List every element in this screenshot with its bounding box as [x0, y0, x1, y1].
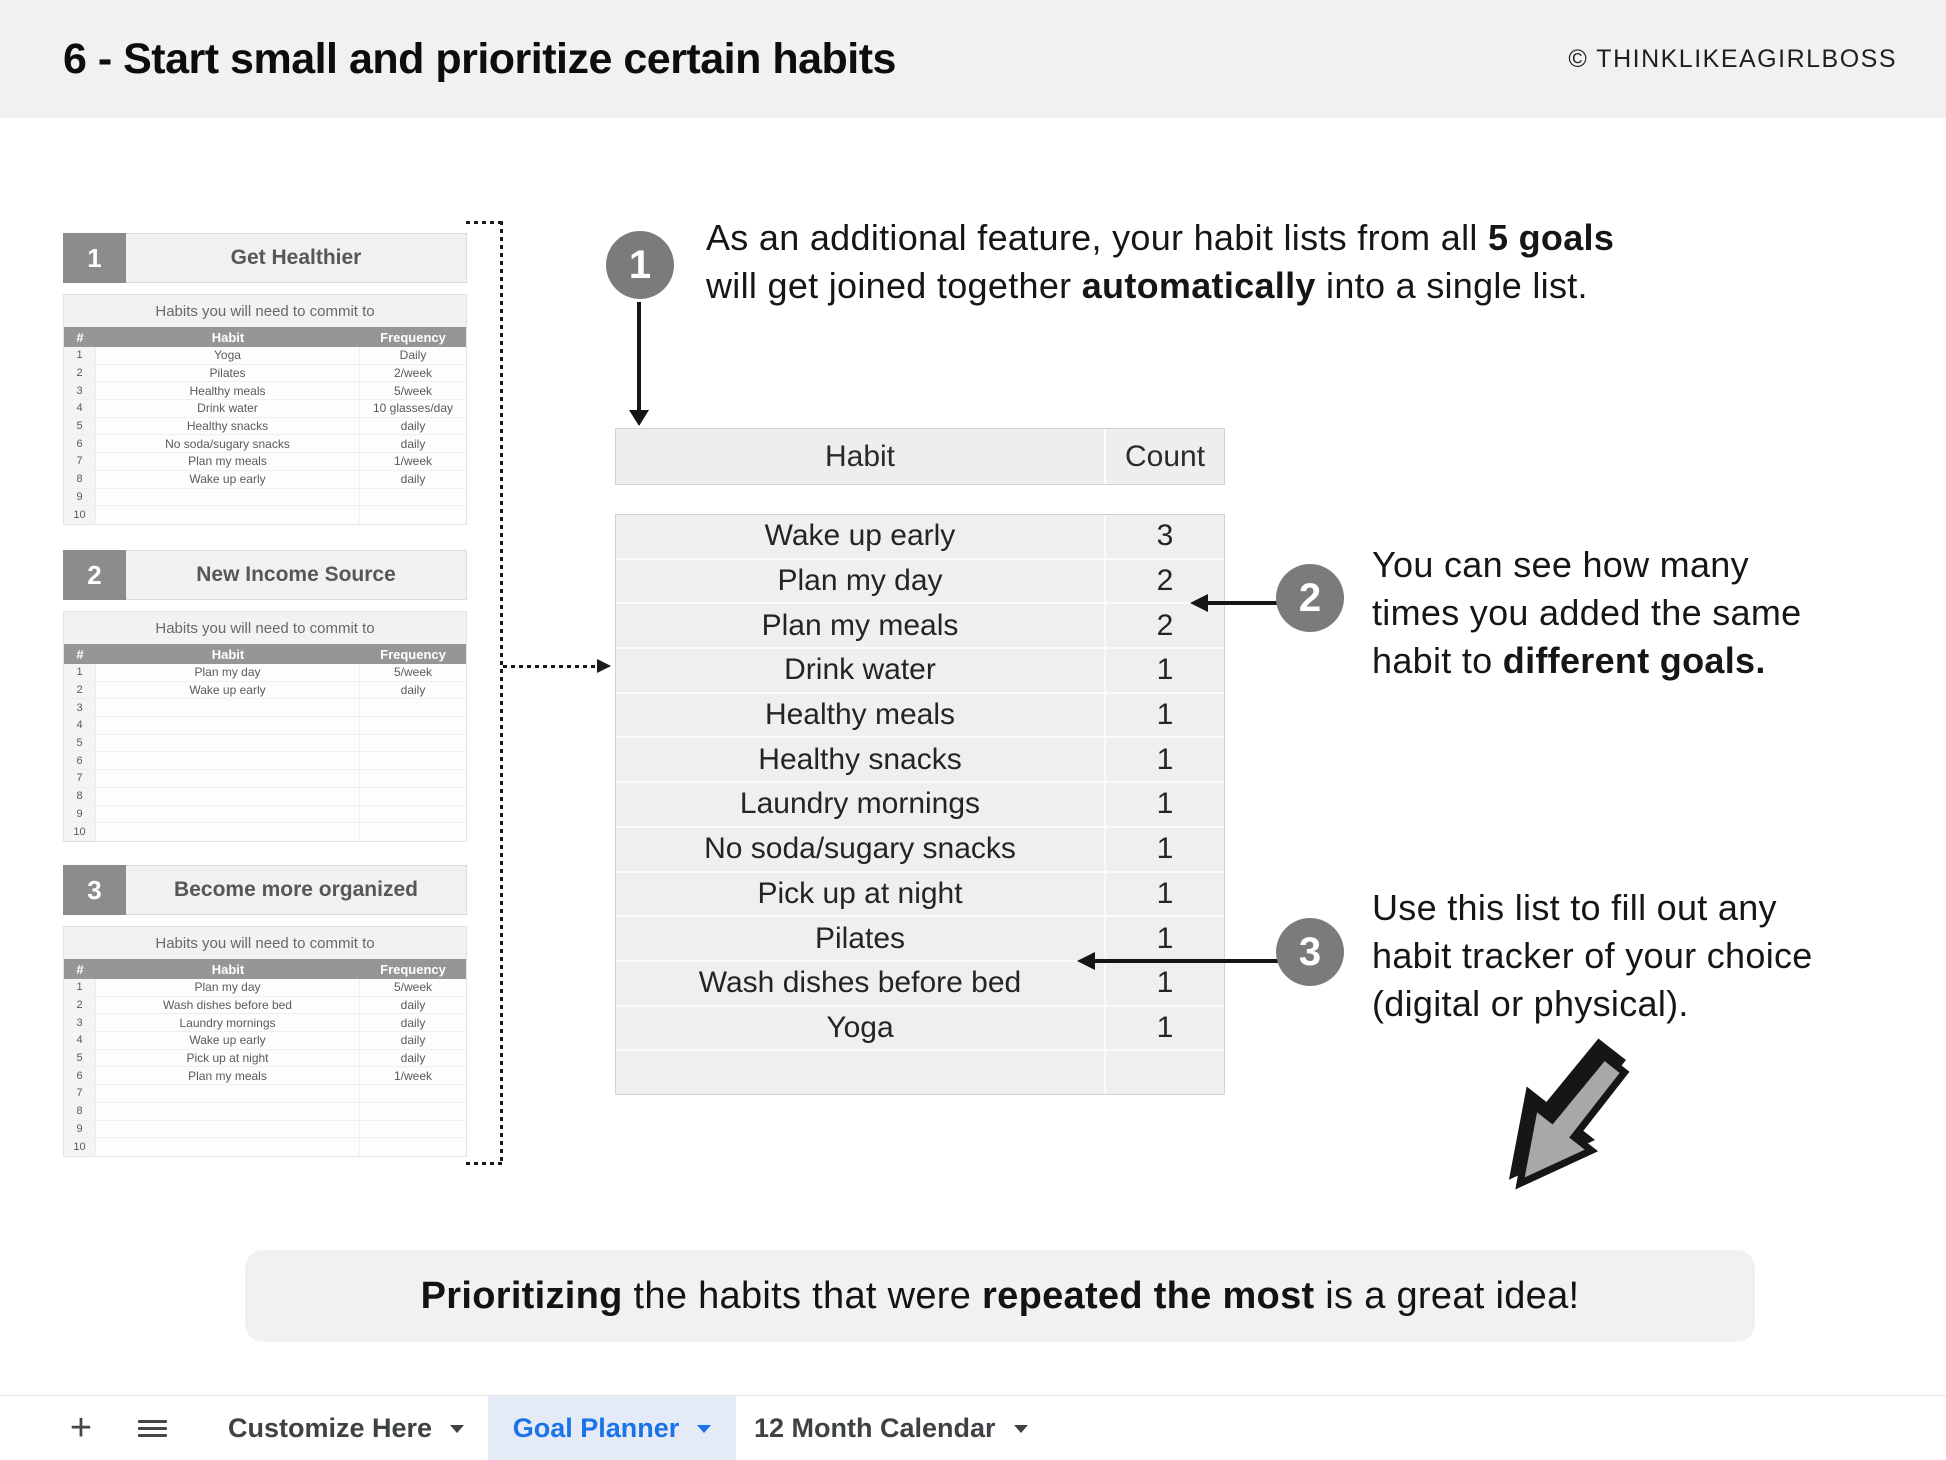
combined-table-header	[615, 428, 1225, 485]
combined-habit-table	[615, 514, 1225, 1095]
col-habit: Habit	[211, 329, 245, 345]
combined-count-cell: 1	[1104, 962, 1224, 1005]
combined-count-cell: 1	[1104, 738, 1224, 781]
habit-cell	[96, 1121, 360, 1138]
habit-list-column-headers	[64, 644, 466, 664]
habit-row	[64, 717, 466, 735]
combined-table-row	[616, 560, 1224, 605]
combined-table-row	[616, 873, 1224, 918]
row-number-cell: 6	[64, 435, 96, 452]
dropdown-triangle-icon	[450, 1425, 464, 1433]
goal-number-badge: 3	[63, 865, 126, 915]
row-number-cell: 5	[64, 735, 96, 752]
row-number-cell: 9	[64, 1121, 96, 1138]
habit-row	[64, 997, 466, 1015]
habit-row	[64, 489, 466, 507]
menu-icon	[138, 1434, 167, 1437]
frequency-cell: daily	[400, 1015, 426, 1030]
combined-table-row	[616, 962, 1224, 1007]
habit-list-subtitle: Habits you will need to commit to	[64, 927, 466, 959]
row-number-cell: 5	[64, 418, 96, 435]
annotation-text: habit tracker of your choice	[1372, 935, 1813, 976]
step-2-badge: 2	[1276, 564, 1344, 632]
row-number-cell: 10	[64, 823, 96, 841]
frequency-cell: 1/week	[393, 1068, 433, 1083]
goal-table-3-header	[63, 865, 467, 915]
habit-row	[64, 1050, 466, 1068]
combined-count-cell: 1	[1104, 783, 1224, 826]
tab-goal-planner[interactable]	[488, 1396, 736, 1460]
habit-row	[64, 1014, 466, 1032]
combined-table-row	[616, 694, 1224, 739]
goal-title: Become more organized	[126, 865, 467, 915]
row-number-cell: 7	[64, 453, 96, 470]
merge-arrow-icon	[597, 659, 611, 673]
frequency-cell: 5/week	[393, 383, 433, 398]
habit-cell	[96, 1085, 360, 1102]
tab-label: Customize Here	[228, 1413, 433, 1443]
frequency-cell: 5/week	[393, 665, 433, 680]
row-number-cell: 2	[64, 682, 96, 699]
banner-text: is a great idea!	[1314, 1274, 1580, 1317]
combined-count-cell: 2	[1104, 604, 1224, 647]
habit-cell: Pilates	[96, 365, 360, 382]
habit-rows	[64, 347, 466, 524]
habit-row	[64, 1067, 466, 1085]
habit-row	[64, 664, 466, 682]
annotation-step-3	[1372, 884, 1912, 1028]
habit-cell: Yoga	[96, 347, 360, 364]
annotation-text: will get joined together	[706, 265, 1082, 306]
row-number-cell: 4	[64, 400, 96, 417]
step-2-arrow-line	[1206, 601, 1278, 605]
combined-col-habit: Habit	[824, 439, 896, 473]
frequency-cell	[360, 489, 466, 506]
combined-table-row	[616, 828, 1224, 873]
goal-table-1	[63, 233, 467, 525]
combined-table-row	[616, 783, 1224, 828]
add-sheet-button[interactable]: +	[69, 1407, 93, 1449]
step-1-badge: 1	[606, 231, 674, 299]
habit-cell	[96, 717, 360, 734]
habit-cell: Wake up early	[96, 471, 360, 488]
tab-customize-here[interactable]	[228, 1396, 464, 1460]
annotation-bold-text: automatically	[1081, 265, 1316, 306]
combined-habit-cell: Plan my day	[777, 564, 943, 598]
habit-row	[64, 699, 466, 717]
row-number-cell: 5	[64, 1050, 96, 1067]
combined-count-cell: 1	[1104, 694, 1224, 737]
habit-row	[64, 1032, 466, 1050]
frequency-cell: 2/week	[393, 366, 433, 381]
habit-row	[64, 752, 466, 770]
row-number-cell: 4	[64, 1032, 96, 1049]
combined-habit-cell: Yoga	[826, 1010, 894, 1044]
menu-icon	[138, 1420, 167, 1423]
tab-label: 12 Month Calendar	[754, 1413, 996, 1443]
header-strip	[0, 0, 1946, 118]
goal-number-badge: 2	[63, 550, 126, 600]
habit-cell	[96, 489, 360, 506]
row-number-cell: 10	[64, 506, 96, 524]
habit-row	[64, 806, 466, 824]
dotted-connector-top	[466, 221, 503, 224]
sheet-tab-bar	[0, 1395, 1946, 1460]
annotation-text: You can see how many	[1372, 544, 1749, 585]
all-sheets-menu-button[interactable]	[138, 1420, 168, 1437]
habit-row	[64, 365, 466, 383]
row-number-cell: 1	[64, 347, 96, 364]
annotation-step-1	[706, 214, 1856, 310]
frequency-cell	[360, 770, 466, 787]
habit-cell	[96, 1138, 360, 1156]
habit-cell: Wash dishes before bed	[96, 997, 360, 1014]
goal-habit-list	[63, 611, 467, 842]
col-habit: Habit	[211, 646, 245, 662]
row-number-cell: 3	[64, 382, 96, 399]
habit-row	[64, 382, 466, 400]
annotation-text: Use this list to fill out any	[1372, 887, 1777, 928]
combined-table-row	[616, 649, 1224, 694]
habit-row	[64, 435, 466, 453]
combined-habit-cell: Healthy meals	[764, 698, 956, 732]
goal-table-2-header	[63, 550, 467, 600]
tip-banner	[245, 1250, 1755, 1342]
goal-habit-list	[63, 926, 467, 1157]
habit-row	[64, 823, 466, 841]
combined-habit-cell: Healthy snacks	[758, 742, 962, 776]
habit-cell	[96, 770, 360, 787]
row-number-cell: 7	[64, 770, 96, 787]
combined-count-cell: 1	[1104, 873, 1224, 916]
habit-row	[64, 1085, 466, 1103]
habit-row	[64, 1138, 466, 1156]
frequency-cell: daily	[400, 436, 426, 451]
habit-cell	[96, 1103, 360, 1120]
col-frequency: Frequency	[380, 329, 446, 345]
annotation-bold-text: different goals.	[1502, 640, 1766, 681]
frequency-cell: 10 glasses/day	[372, 401, 454, 416]
habit-list-column-headers	[64, 327, 466, 347]
col-frequency: Frequency	[380, 961, 446, 977]
page-title: 6 - Start small and prioritize certain habits	[63, 34, 896, 83]
dropdown-triangle-icon	[697, 1425, 711, 1433]
goal-title: New Income Source	[126, 550, 467, 600]
annotation-text: habit to	[1372, 640, 1503, 681]
col-number: #	[76, 646, 84, 662]
combined-habit-cell: Plan my meals	[761, 608, 959, 642]
frequency-cell	[360, 806, 466, 823]
combined-count-cell: 1	[1104, 828, 1224, 871]
habit-cell: Plan my day	[96, 979, 360, 996]
frequency-cell: daily	[400, 419, 426, 434]
tab-label: Goal Planner	[512, 1413, 680, 1443]
combined-habit-cell: Laundry mornings	[739, 787, 981, 821]
row-number-cell: 1	[64, 664, 96, 681]
habit-cell	[96, 735, 360, 752]
habit-cell: Pick up at night	[96, 1050, 360, 1067]
banner-bold-text: Prioritizing	[420, 1274, 623, 1317]
frequency-cell	[360, 823, 466, 841]
step-3-badge: 3	[1276, 918, 1344, 986]
row-number-cell: 7	[64, 1085, 96, 1102]
frequency-cell	[360, 1103, 466, 1120]
frequency-cell	[360, 1121, 466, 1138]
habit-cell: Plan my meals	[96, 1067, 360, 1084]
row-number-cell: 10	[64, 1138, 96, 1156]
habit-cell	[96, 806, 360, 823]
frequency-cell	[360, 752, 466, 769]
goal-table-1-header	[63, 233, 467, 283]
combined-table-row	[616, 738, 1224, 783]
combined-table-row	[616, 515, 1224, 560]
dotted-connector-vertical	[500, 221, 503, 1165]
row-number-cell: 1	[64, 979, 96, 996]
frequency-cell: Daily	[399, 348, 427, 363]
frequency-cell	[360, 735, 466, 752]
habit-cell: Drink water	[96, 400, 360, 417]
habit-cell: Healthy snacks	[96, 418, 360, 435]
combined-habit-cell: No soda/sugary snacks	[704, 832, 1016, 866]
annotation-step-2	[1372, 541, 1892, 685]
habit-row	[64, 400, 466, 418]
combined-count-cell: 2	[1104, 560, 1224, 603]
habit-row	[64, 418, 466, 436]
col-number: #	[76, 961, 84, 977]
frequency-cell: daily	[400, 472, 426, 487]
habit-cell: Wake up early	[96, 1032, 360, 1049]
row-number-cell: 8	[64, 788, 96, 805]
frequency-cell	[360, 1138, 466, 1156]
step-1-arrow-icon	[629, 410, 649, 426]
copyright-text: © THINKLIKEAGIRLBOSS	[1568, 44, 1897, 73]
combined-habit-cell: Wake up early	[764, 519, 956, 553]
banner-text: the habits that were	[622, 1274, 983, 1317]
combined-table-row	[616, 917, 1224, 962]
frequency-cell: daily	[400, 1051, 426, 1066]
habit-row	[64, 735, 466, 753]
combined-habit-cell: Pick up at night	[757, 876, 963, 910]
habit-cell: Laundry mornings	[96, 1014, 360, 1031]
goal-table-2	[63, 550, 467, 842]
habit-cell: Healthy meals	[96, 382, 360, 399]
dropdown-triangle-icon	[1014, 1425, 1028, 1433]
combined-count-cell: 1	[1104, 649, 1224, 692]
combined-habit-cell: Wash dishes before bed	[698, 966, 1022, 1000]
habit-cell	[96, 752, 360, 769]
habit-row	[64, 471, 466, 489]
menu-icon	[138, 1427, 167, 1430]
combined-count-cell	[1104, 1051, 1224, 1094]
row-number-cell: 6	[64, 1067, 96, 1084]
annotation-text: into a single list.	[1315, 265, 1588, 306]
habit-row	[64, 1103, 466, 1121]
habit-list-subtitle: Habits you will need to commit to	[64, 612, 466, 644]
step-1-arrow-line	[637, 302, 641, 412]
row-number-cell: 9	[64, 806, 96, 823]
combined-habit-cell: Pilates	[814, 921, 906, 955]
annotation-text: (digital or physical).	[1372, 983, 1689, 1024]
habit-cell	[96, 788, 360, 805]
frequency-cell: daily	[400, 683, 426, 698]
row-number-cell: 2	[64, 365, 96, 382]
combined-habit-cell: Drink water	[784, 653, 936, 687]
combined-table-row	[616, 604, 1224, 649]
col-habit: Habit	[211, 961, 245, 977]
habit-rows	[64, 979, 466, 1156]
habit-cell: Wake up early	[96, 682, 360, 699]
habit-cell	[96, 506, 360, 524]
goal-number-badge: 1	[63, 233, 126, 283]
row-number-cell: 2	[64, 997, 96, 1014]
habit-list-column-headers	[64, 959, 466, 979]
habit-list-subtitle: Habits you will need to commit to	[64, 295, 466, 327]
habit-cell	[96, 823, 360, 841]
row-number-cell: 6	[64, 752, 96, 769]
frequency-cell: 5/week	[393, 980, 433, 995]
combined-table-row	[616, 1051, 1224, 1094]
row-number-cell: 8	[64, 471, 96, 488]
annotation-text: times you added the same	[1372, 592, 1802, 633]
annotation-bold-text: 5 goals	[1488, 217, 1615, 258]
combined-col-count: Count	[1104, 429, 1224, 484]
col-frequency: Frequency	[380, 646, 446, 662]
tab-12-month-calendar[interactable]	[754, 1396, 1028, 1460]
frequency-cell	[360, 788, 466, 805]
merge-arrow-line	[503, 665, 597, 668]
habit-rows	[64, 664, 466, 841]
frequency-cell: daily	[400, 1033, 426, 1048]
habit-row	[64, 788, 466, 806]
habit-cell: No soda/sugary snacks	[96, 435, 360, 452]
habit-cell: Plan my day	[96, 664, 360, 681]
dotted-connector-bottom	[466, 1162, 503, 1165]
frequency-cell: daily	[400, 998, 426, 1013]
goal-habit-list	[63, 294, 467, 525]
habit-cell	[96, 699, 360, 716]
habit-row	[64, 506, 466, 524]
banner-bold-text: repeated the most	[982, 1274, 1315, 1317]
frequency-cell	[360, 699, 466, 716]
frequency-cell: 1/week	[393, 454, 433, 469]
goal-table-3	[63, 865, 467, 1157]
combined-table-row	[616, 1007, 1224, 1052]
annotation-text: As an additional feature, your habit lists from all	[706, 217, 1488, 258]
habit-row	[64, 347, 466, 365]
combined-count-cell: 1	[1104, 917, 1224, 960]
combined-count-cell: 3	[1104, 515, 1224, 558]
habit-row	[64, 979, 466, 997]
col-number: #	[76, 329, 84, 345]
habit-row	[64, 682, 466, 700]
frequency-cell	[360, 717, 466, 734]
goal-title: Get Healthier	[126, 233, 467, 283]
frequency-cell	[360, 1085, 466, 1102]
row-number-cell: 4	[64, 717, 96, 734]
doodle-arrow-icon	[1478, 1032, 1658, 1212]
habit-row	[64, 1121, 466, 1139]
habit-row	[64, 770, 466, 788]
row-number-cell: 9	[64, 489, 96, 506]
row-number-cell: 8	[64, 1103, 96, 1120]
habit-row	[64, 453, 466, 471]
row-number-cell: 3	[64, 699, 96, 716]
row-number-cell: 3	[64, 1014, 96, 1031]
habit-cell: Plan my meals	[96, 453, 360, 470]
step-3-arrow-line	[1093, 959, 1278, 963]
combined-habit-cell	[616, 1051, 1104, 1094]
frequency-cell	[360, 506, 466, 524]
combined-count-cell: 1	[1104, 1007, 1224, 1050]
